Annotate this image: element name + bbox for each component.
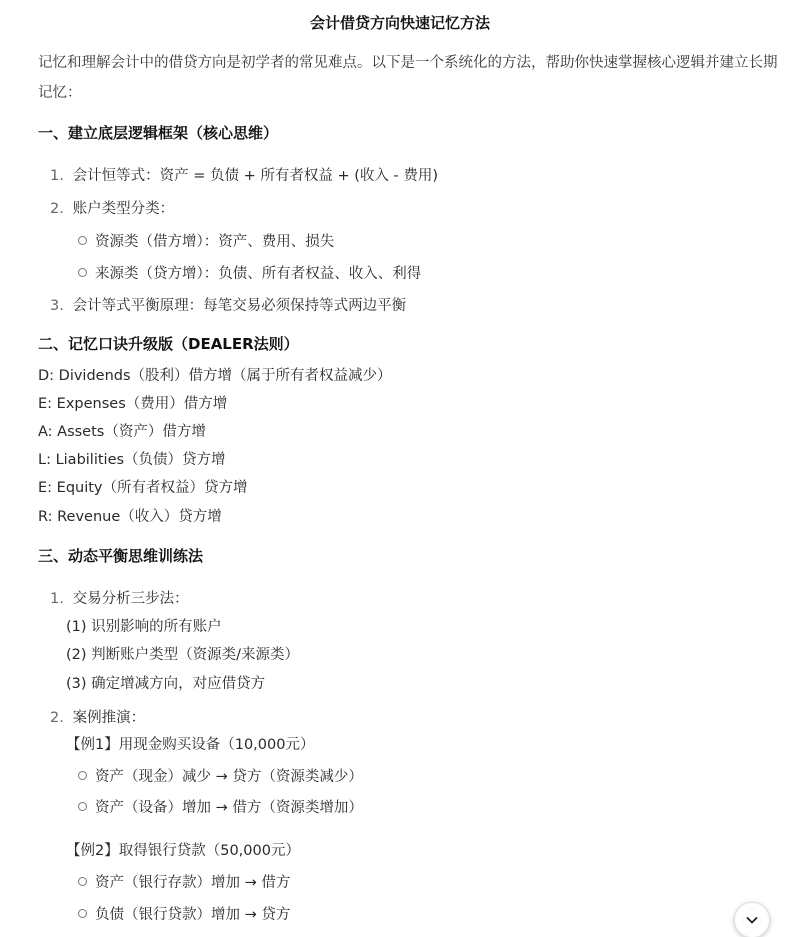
s3-step-2: (2) 判断账户类型（资源类/来源类）	[66, 647, 300, 663]
example-1-title: 【例1】用现金购买设备（10,000元）	[66, 737, 315, 753]
example-2-title: 【例2】取得银行贷款（50,000元）	[66, 843, 300, 859]
s3-item-2-text: 案例推演：	[72, 710, 146, 726]
dealer-line-d: D: Dividends（股利）借方增（属于所有者权益减少）	[38, 368, 392, 384]
s3-step-3: (3) 确定增减方向，对应借贷方	[66, 676, 266, 692]
example-1-line-2: 资产（设备）增加 → 借方（资源类增加）	[78, 796, 363, 817]
section1-heading: 一、建立底层逻辑框架（核心思维）	[38, 124, 279, 142]
s3-item-2	[50, 706, 145, 727]
s1-item-2-num: 2.	[50, 201, 64, 217]
page-title: 会计借贷方向快速记忆方法	[309, 14, 490, 32]
s3-step-1: (1) 识别影响的所有账户	[66, 619, 222, 635]
s3-item-1-text: 交易分析三步法：	[72, 591, 189, 607]
dealer-line-a: A: Assets（资产）借方增	[38, 424, 206, 440]
circle-bullet-icon	[78, 877, 87, 886]
s1-item-1	[50, 164, 438, 185]
circle-bullet-icon	[78, 909, 87, 918]
example-1-line-1: 资产（现金）减少 → 贷方（资源类减少）	[78, 765, 363, 786]
circle-bullet-icon	[78, 268, 87, 277]
example-2-line-2: 负债（银行贷款）增加 → 贷方	[78, 903, 290, 924]
circle-bullet-icon	[78, 802, 87, 811]
s1-item-2	[50, 197, 174, 218]
s3-item-2-num: 2.	[50, 710, 64, 726]
section3-heading: 三、动态平衡思维训练法	[38, 547, 204, 565]
s1-item-1-num: 1.	[50, 168, 64, 184]
s1-sub-item-2: 来源类（贷方增）：负债、所有者权益、收入、利得	[78, 262, 421, 283]
s1-item-3-num: 3.	[50, 298, 64, 314]
s1-item-2-text: 账户类型分类：	[72, 201, 175, 217]
s1-item-3	[50, 294, 406, 315]
example-2-line-1: 资产（银行存款）增加 → 借方	[78, 871, 290, 892]
s1-sub-item-1: 资源类（借方增）：资产、费用、损失	[78, 230, 334, 251]
section2-heading: 二、记忆口诀升级版（DEALER法则）	[38, 335, 299, 353]
circle-bullet-icon	[78, 771, 87, 780]
dealer-line-e1: E: Expenses（费用）借方增	[38, 396, 228, 412]
s1-item-3-text: 会计等式平衡原理：每笔交易必须保持等式两边平衡	[72, 298, 407, 314]
scroll-down-button[interactable]	[734, 902, 770, 937]
s3-item-1-num: 1.	[50, 591, 64, 607]
dealer-line-l: L: Liabilities（负债）贷方增	[38, 452, 226, 468]
s3-item-1	[50, 587, 189, 608]
dealer-line-r: R: Revenue（收入）贷方增	[38, 509, 222, 525]
intro-paragraph: 记忆和理解会计中的借贷方向是初学者的常见难点。以下是一个系统化的方法，帮助你快速掌握核心逻辑并建立长期记忆：	[38, 55, 778, 101]
s1-item-1-text: 会计恒等式：资产 = 负债 + 所有者权益 + (收入 - 费用)	[72, 168, 438, 184]
chevron-down-icon	[744, 912, 760, 928]
dealer-line-e2: E: Equity（所有者权益）贷方增	[38, 480, 248, 496]
circle-bullet-icon	[78, 236, 87, 245]
